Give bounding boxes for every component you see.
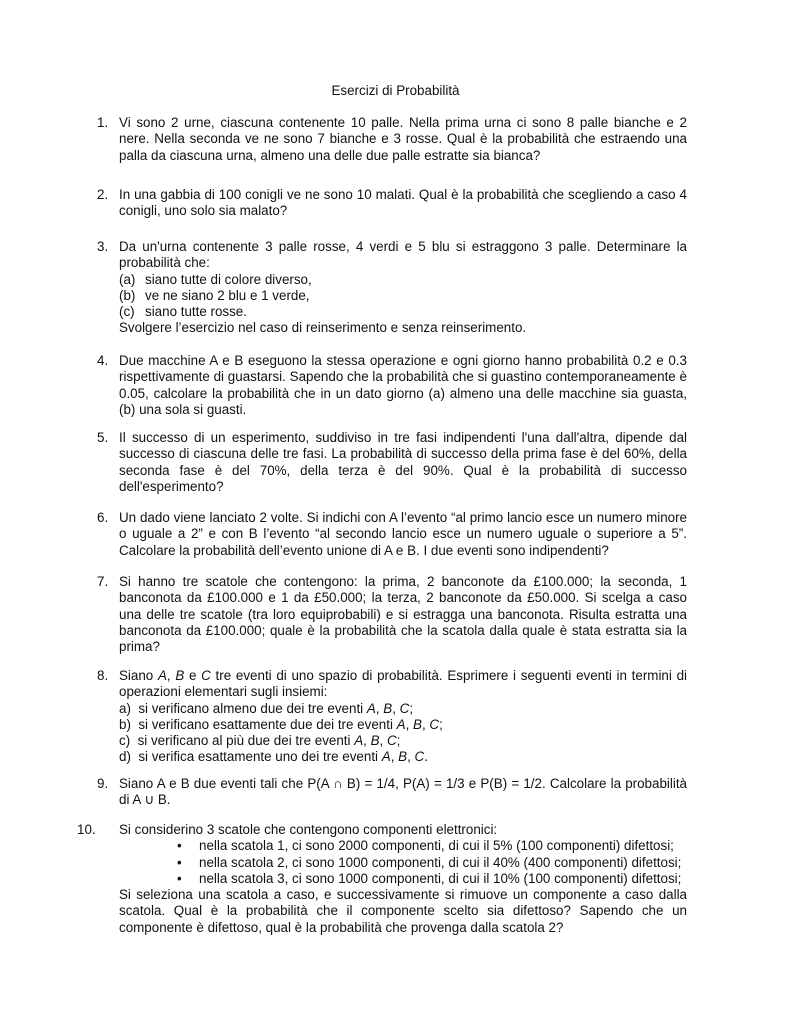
sub-item: c) si verificano al più due dei tre eventi A, B, C; [119, 733, 401, 749]
exercise-outro: Si seleziona una scatola a caso, e successivamente si rimuove un componente a caso dalla scatola. Qual è la probabilità che il componente scelto sia difettoso? Sapendo che un componente è difettoso, qual è la probabilità che provenga dalla scatola 2? [119, 887, 687, 935]
sub-item-text: siano tutte di colore diverso, [145, 271, 312, 287]
exercise-1 [97, 115, 687, 164]
exercise-text: Siano A e B due eventi tali che P(A ∩ B) = 1/4, P(A) = 1/3 e P(B) = 1/2. Calcolare la probabilità di A ∪ B. [119, 776, 687, 808]
exercise-intro: Siano A, B e C tre eventi di uno spazio di probabilità. Esprimere i seguenti eventi in termini di operazioni elementari sugli insiemi: [119, 668, 687, 700]
bullet-item [119, 871, 687, 887]
exercise-text: Vi sono 2 urne, ciascuna contenente 10 palle. Nella prima urna ci sono 8 palle bianche e 2 nere. Nella seconda ve ne sono 7 bianche e 3 rosse. Qual è la probabilità che estraendo una palla da ciascuna urna, almeno una delle due palle estratte sia bianca? [119, 115, 687, 163]
exercise-number: 1. [97, 115, 109, 130]
exercise-5 [97, 430, 687, 495]
bullet-icon: • [177, 870, 182, 886]
exercise-4 [97, 353, 687, 418]
exercise-outro: Svolgere l’esercizio nel caso di reinserimento e senza reinserimento. [119, 320, 527, 336]
exercise-number: 5. [97, 430, 109, 445]
sub-item: b) si verificano esattamente due dei tre eventi A, B, C; [119, 716, 443, 732]
exercise-text: In una gabbia di 100 conigli ve ne sono 10 malati. Qual è la probabilità che scegliendo a caso 4 conigli, uno solo sia malato? [119, 187, 687, 219]
exercise-2 [97, 187, 687, 220]
sub-item [119, 304, 687, 320]
exercise-10 [77, 822, 687, 936]
exercise-number: 8. [97, 668, 109, 683]
sub-item-text: ve ne siano 2 blu e 1 verde, [145, 287, 310, 303]
bullet-item [119, 838, 687, 854]
sub-item: a) si verificano almeno due dei tre eventi A, B, C; [119, 700, 414, 716]
exercise-number: 2. [97, 187, 109, 202]
bullet-list [119, 838, 687, 887]
exercise-number: 3. [97, 239, 109, 254]
sub-item-label: (c) [119, 304, 135, 320]
exercise-7 [97, 574, 687, 655]
exercise-text: Due macchine A e B eseguono la stessa operazione e ogni giorno hanno probabilità 0.2 e 0.3 rispettivamente di guastarsi. Sapendo che la probabilità che si guastino contemporaneamente è 0.05, calcolare la probabilità che in un dato giorno (a) almeno una delle macchine sia guasta, (b) una sola si guasti. [119, 353, 687, 417]
exercise-8 [97, 668, 687, 766]
exercise-text: Il successo di un esperimento, suddiviso in tre fasi indipendenti l'una dall'altra, dipende dal successo di ciascuna delle tre fasi. La probabilità di successo della prima fase è del 60%, della seconda fase è del 70%, della terza è del 90%. Qual è la probabilità di successo dell'esperimento? [119, 430, 687, 494]
bullet-text: nella scatola 1, ci sono 2000 componenti, di cui il 5% (100 componenti) difettosi; [199, 838, 674, 854]
bullet-text: nella scatola 2, ci sono 1000 componenti, di cui il 40% (400 componenti) difettosi; [199, 854, 682, 870]
exercise-number: 4. [97, 353, 109, 368]
sub-item: d) si verifica esattamente uno dei tre eventi A, B, C. [119, 749, 428, 765]
sub-item-label: (b) [119, 287, 136, 303]
sub-item-text: siano tutte rosse. [145, 304, 247, 320]
sub-item [119, 272, 687, 288]
bullet-item [119, 855, 687, 871]
exercise-number: 6. [97, 510, 109, 525]
exercise-number: 9. [97, 776, 109, 791]
exercise-intro: Si considerino 3 scatole che contengono componenti elettronici: [119, 822, 498, 837]
exercise-text: Un dado viene lanciato 2 volte. Si indichi con A l’evento “al primo lancio esce un numero minore o uguale a 2” e con B l’evento “al secondo lancio esce un numero uguale o superiore a 5”. Calcolare la probabilità dell’evento unione di A e B. I due eventi sono indipendenti? [119, 510, 687, 558]
exercise-9 [97, 776, 687, 809]
sub-item-label: (a) [119, 271, 136, 287]
bullet-icon: • [177, 854, 182, 870]
exercise-3 [97, 239, 687, 337]
exercise-text: Si hanno tre scatole che contengono: la prima, 2 banconote da £100.000; la seconda, 1 banconota da £100.000 e 1 da £50.000; la terza, 2 banconote da £50.000. Si scelga a caso una delle tre scatole (tra loro equiprobabili) e si estragga una banconota. Risulta estratta una banconota da £100.000; quale è la probabilità che la scatola dalla quale è stata estratta sia la prima? [119, 574, 687, 655]
page-title: Esercizi di Probabilità [331, 83, 460, 98]
exercise-number: 10. [77, 822, 96, 837]
exercise-intro: Da un'urna contenente 3 palle rosse, 4 verdi e 5 blu si estraggono 3 palle. Determinare la probabilità che: [119, 239, 687, 271]
sub-item [119, 288, 687, 304]
bullet-icon: • [177, 838, 182, 854]
exercise-6 [97, 510, 687, 559]
exercise-number: 7. [97, 574, 109, 589]
bullet-text: nella scatola 3, ci sono 1000 componenti, di cui il 10% (100 componenti) difettosi; [199, 870, 682, 886]
